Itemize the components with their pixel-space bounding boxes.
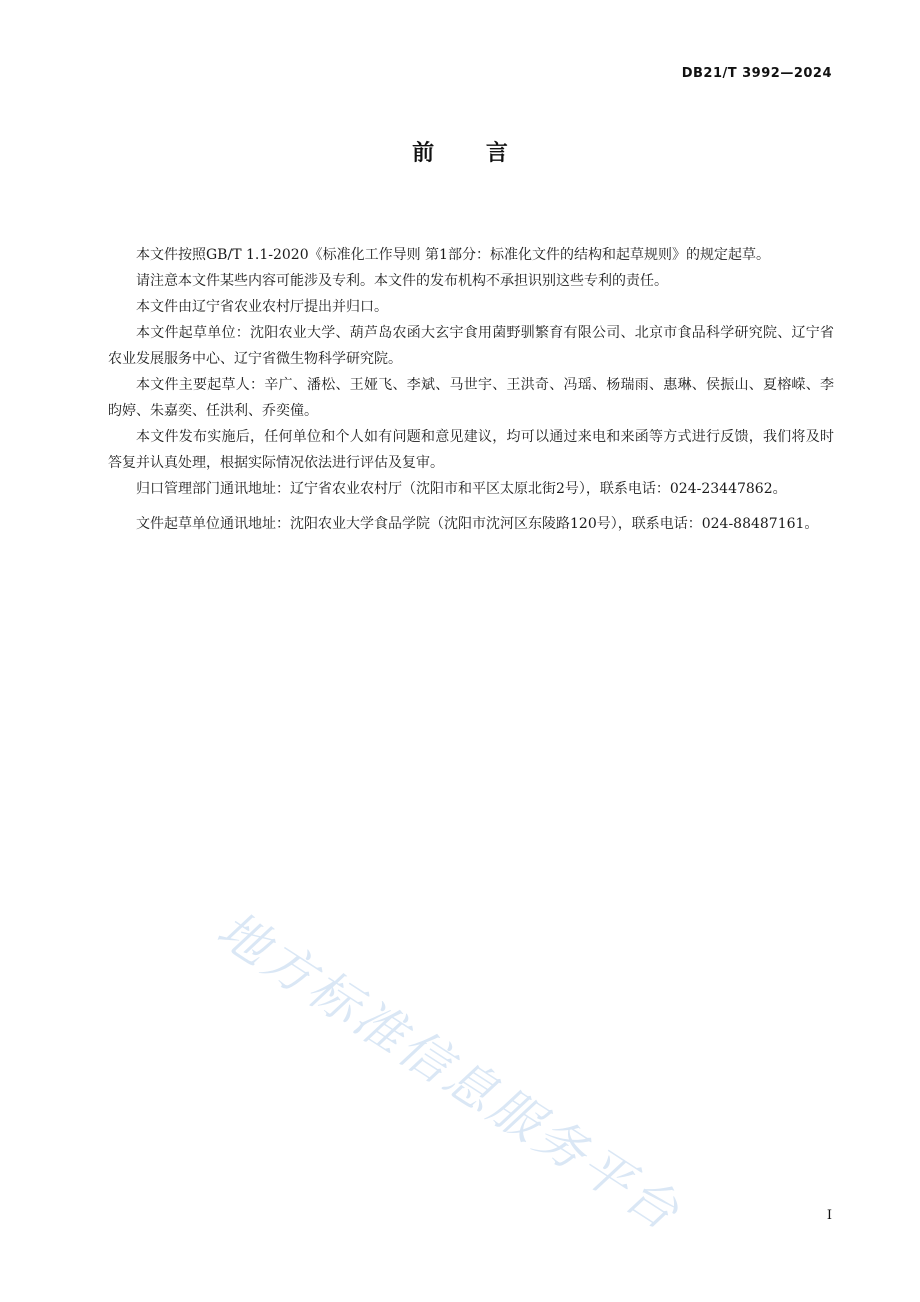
paragraph-patent-notice: 请注意本文件某些内容可能涉及专利。本文件的发布机构不承担识别这些专利的责任。 [136, 273, 668, 289]
paragraph-management-address: 归口管理部门通讯地址：辽宁省农业农村厅（沈阳市和平区太原北街2号），联系电话：024-23447862。 [136, 481, 787, 497]
watermark: 地方标准信息服务平台 [207, 900, 692, 1243]
document-code: DB21/T 3992—2024 [681, 66, 832, 81]
paragraph-drafter-address: 文件起草单位通讯地址：沈阳农业大学食品学院（沈阳市沈河区东陵路120号），联系电话：024-88487161。 [136, 516, 819, 532]
paragraph-drafting-rules: 本文件按照GB/T 1.1-2020《标准化工作导则 第1部分：标准化文件的结构和起草规则》的规定起草。 [136, 247, 770, 263]
page-number: I [826, 1208, 832, 1223]
paragraph-drafting-units: 本文件起草单位：沈阳农业大学、葫芦岛农函大玄宇食用菌野驯繁育有限公司、北京市食品科学研究院、辽宁省农业发展服务中心、辽宁省微生物科学研究院。 [108, 325, 834, 367]
page-title: 前 言 [412, 141, 530, 166]
paragraph-drafters: 本文件主要起草人：辛广、潘松、王娅飞、李斌、马世宇、王洪奇、冯瑶、杨瑞雨、惠琳、侯振山、夏榕嵘、李昀婷、朱嘉奕、任洪利、乔奕僮。 [108, 377, 834, 419]
paragraph-proposer: 本文件由辽宁省农业农村厅提出并归口。 [136, 299, 388, 315]
foreword-body [108, 242, 834, 542]
paragraph-feedback: 本文件发布实施后，任何单位和个人如有问题和意见建议，均可以通过来电和来函等方式进行反馈，我们将及时答复并认真处理，根据实际情况依法进行评估及复审。 [108, 429, 834, 471]
